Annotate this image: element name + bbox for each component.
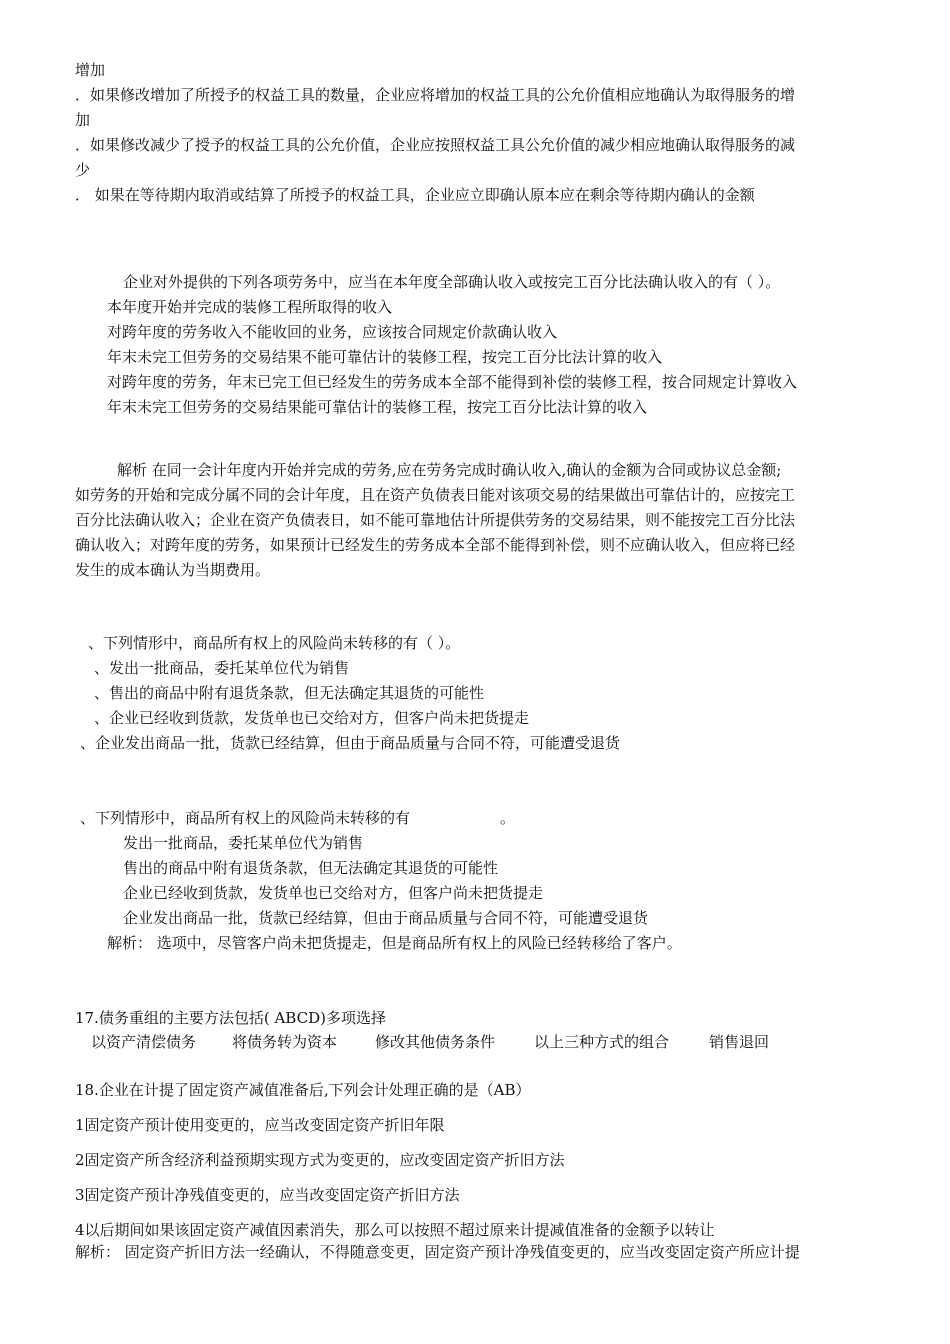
option-item: 发出一批商品，委托某单位代为销售: [123, 834, 364, 852]
option-item: 年末未完工但劳务的交易结果能可靠估计的装修工程，按完工百分比法计算的收入: [107, 398, 648, 416]
option-item: 销售退回: [709, 1033, 770, 1051]
question-stem: 企业对外提供的下列各项劳务中，应当在本年度全部确认收入或按完工百分比法确认收入的有（ ）。: [123, 273, 781, 291]
option-item: 以上三种方式的组合: [534, 1033, 670, 1051]
question-stem: 、下列情形中，商品所有权上的风险尚未转移的有（ ）。: [88, 634, 461, 652]
question-stem: 18.企业在计提了固定资产减值准备后,下列会计处理正确的是（AB）: [75, 1081, 531, 1099]
option-item: 4以后期间如果该固定资产减值因素消失，那么可以按照不超过原来计提减值准备的金额予以转让: [75, 1221, 715, 1239]
analysis-line: 解析 在同一会计年度内开始并完成的劳务,应在劳务完成时确认收入,确认的金额为合同或协议总金额;: [117, 461, 782, 479]
analysis-line: 解析： 固定资产折旧方法一经确认，不得随意变更，固定资产预计净残值变更的，应当改变固定资产所应计提: [75, 1243, 800, 1261]
option-item: 本年度开始并完成的装修工程所取得的收入: [107, 298, 393, 316]
analysis-line: 确认收入；对跨年度的劳务，如果预计已经发生的劳务成本全部不能得到补偿，则不应确认收入，但应将已经: [75, 536, 796, 554]
question-stem-end: 。: [500, 809, 516, 827]
option-item: 售出的商品中附有退货条款，但无法确定其退货的可能性: [123, 859, 499, 877]
question-stem: 17.债务重组的主要方法包括( ABCD)多项选择: [75, 1009, 386, 1027]
analysis-line: 发生的成本确认为当期费用。: [75, 561, 271, 579]
option-item: 2固定资产所含经济利益预期实现方式为变更的，应改变固定资产折旧方法: [75, 1151, 565, 1169]
option-item: 修改其他债务条件: [375, 1033, 496, 1051]
analysis-line: 解析： 选项中，尽管客户尚未把货提走，但是商品所有权上的风险已经转移给了客户。: [107, 934, 682, 952]
option-item: 、企业发出商品一批，货款已经结算，但由于商品质量与合同不符，可能遭受退货: [80, 734, 621, 752]
option-item: 对跨年度的劳务收入不能收回的业务，应该按合同规定价款确认收入: [107, 323, 558, 341]
text-line: 加: [75, 111, 91, 129]
option-item: 、发出一批商品，委托某单位代为销售: [94, 659, 350, 677]
option-item: 3固定资产预计净残值变更的，应当改变固定资产折旧方法: [75, 1186, 460, 1204]
option-item: 企业发出商品一批，货款已经结算，但由于商品质量与合同不符，可能遭受退货: [123, 909, 649, 927]
text-line: ．如果修改增加了所授予的权益工具的数量，企业应将增加的权益工具的公允价值相应地确认为取得服务的增: [75, 86, 796, 104]
option-item: 以资产清偿债务: [91, 1033, 197, 1051]
option-item: 年末未完工但劳务的交易结果不能可靠估计的装修工程，按完工百分比法计算的收入: [107, 348, 663, 366]
question-stem: 、下列情形中，商品所有权上的风险尚未转移的有: [80, 809, 411, 827]
text-line: ．如果修改减少了授予的权益工具的公允价值，企业应按照权益工具公允价值的减少相应地确认取得服务的减: [75, 136, 796, 154]
analysis-line: 如劳务的开始和完成分属不同的会计年度，且在资产负债表日能对该项交易的结果做出可靠估计的，应按完工: [75, 486, 796, 504]
option-item: 将债务转为资本: [232, 1033, 338, 1051]
option-item: 、企业已经收到货款，发货单也已交给对方，但客户尚未把货提走: [94, 709, 530, 727]
analysis-line: 百分比法确认收入；企业在资产负债表日，如不能可靠地估计所提供劳务的交易结果，则不能按完工百分比法: [75, 511, 796, 529]
option-item: 1固定资产预计使用变更的，应当改变固定资产折旧年限: [75, 1116, 445, 1134]
option-item: 、售出的商品中附有退货条款，但无法确定其退货的可能性: [94, 684, 485, 702]
option-item: 对跨年度的劳务，年末已完工但已经发生的劳务成本全部不能得到补偿的装修工程，按合同规定计算收入: [107, 373, 798, 391]
text-line: ． 如果在等待期内取消或结算了所授予的权益工具，企业应立即确认原本应在剩余等待期内确认的金额: [75, 186, 755, 204]
option-item: 企业已经收到货款，发货单也已交给对方，但客户尚未把货提走: [123, 884, 544, 902]
text-line: 增加: [75, 61, 106, 79]
text-line: 少: [75, 161, 91, 179]
